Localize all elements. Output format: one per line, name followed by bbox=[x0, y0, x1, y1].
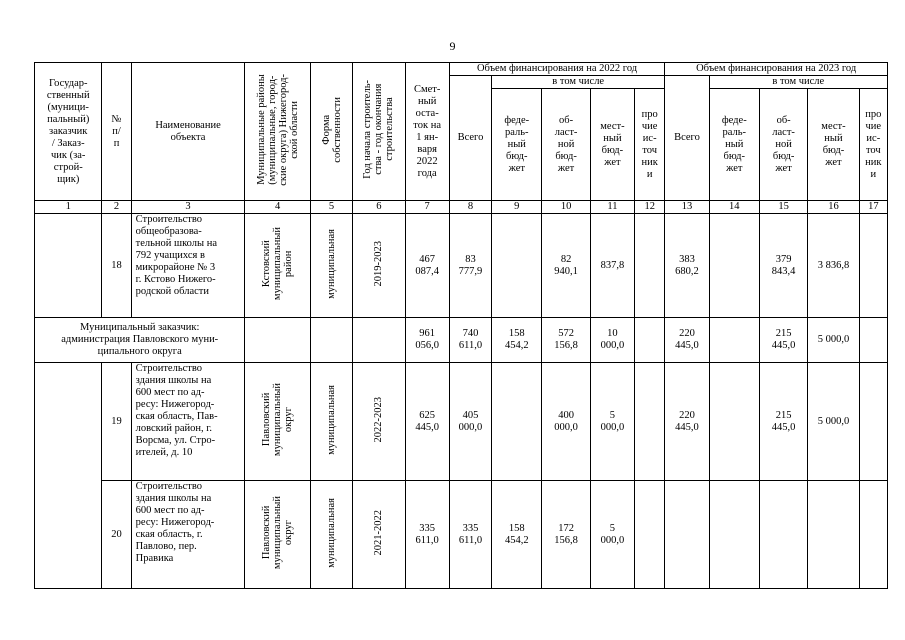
header-financing-2022: Объем финансирования на 2022 год bbox=[449, 63, 665, 76]
object-name: Строительство общеобразова- тельной школы на 792 учащихся в микрорайоне № 3 г. Кстово Нижего- родской области bbox=[131, 214, 245, 318]
column-number: 6 bbox=[353, 201, 405, 214]
page-number: 9 bbox=[449, 39, 456, 53]
district-cell bbox=[245, 363, 310, 481]
estimate-value: 467 087,4 bbox=[405, 214, 449, 318]
header-federal-2022: феде- раль- ный бюд- жет bbox=[492, 89, 542, 201]
regional-2023 bbox=[759, 481, 807, 589]
header-total-2023: Всего bbox=[665, 76, 709, 201]
column-number: 13 bbox=[665, 201, 709, 214]
ownership: муниципальная bbox=[326, 497, 338, 568]
estimate-value: 625 445,0 bbox=[405, 363, 449, 481]
regional-2023: 215 445,0 bbox=[759, 363, 807, 481]
column-number: 7 bbox=[405, 201, 449, 214]
regional-2022: 172 156,8 bbox=[542, 481, 590, 589]
header-including-2022: в том числе bbox=[492, 76, 665, 89]
table-row-pavlovo-summary bbox=[35, 318, 888, 363]
local-2022: 837,8 bbox=[590, 214, 634, 318]
header-other-2023: про чие ис- точ ник и bbox=[859, 89, 887, 201]
column-number: 8 bbox=[449, 201, 491, 214]
customer-cell bbox=[35, 363, 102, 481]
local-2023: 5 000,0 bbox=[808, 318, 859, 363]
years-cell bbox=[353, 214, 405, 318]
header-ownership-cell bbox=[310, 63, 352, 201]
header-years-cell bbox=[353, 63, 405, 201]
ownership-cell bbox=[310, 363, 352, 481]
total-2022: 83 777,9 bbox=[449, 214, 491, 318]
ownership-cell bbox=[310, 481, 352, 589]
district-cell bbox=[245, 214, 310, 318]
federal-2022: 158 454,2 bbox=[492, 481, 542, 589]
ownership: муниципальная bbox=[326, 228, 338, 299]
other-2023 bbox=[859, 318, 887, 363]
district: Павловский муниципальный округ bbox=[261, 382, 295, 457]
header-customer: Государ- ственный (муници- пальный) заказчик / Заказ- чик (за- строй- щик) bbox=[35, 63, 102, 201]
total-2023 bbox=[665, 481, 709, 589]
object-name: Строительство здания школы на 600 мест по ад- ресу: Нижегород- ская область, г. Павлово, пер. Правика bbox=[131, 481, 245, 589]
federal-2022: 158 454,2 bbox=[492, 318, 542, 363]
column-number: 4 bbox=[245, 201, 310, 214]
header-years: Год начала строитель- ства - год окончания строительства bbox=[362, 80, 396, 179]
header-financing-2023: Объем финансирования на 2023 год bbox=[665, 63, 888, 76]
object-name: Строительство здания школы на 600 мест по ад- ресу: Нижегород- ская область, Пав- ловский район, г. Ворсма, ул. Стро- ителей, д. 10 bbox=[131, 363, 245, 481]
financing-table bbox=[34, 62, 888, 589]
years-cell bbox=[353, 363, 405, 481]
federal-2023 bbox=[709, 363, 759, 481]
column-number: 3 bbox=[131, 201, 245, 214]
other-2022 bbox=[635, 363, 665, 481]
column-number: 5 bbox=[310, 201, 352, 214]
estimate-value: 961 056,0 bbox=[405, 318, 449, 363]
column-number: 10 bbox=[542, 201, 590, 214]
regional-2022: 82 940,1 bbox=[542, 214, 590, 318]
table-row-19 bbox=[35, 363, 888, 481]
column-number: 9 bbox=[492, 201, 542, 214]
other-2023 bbox=[859, 214, 887, 318]
column-number: 2 bbox=[102, 201, 131, 214]
construction-years: 2019-2023 bbox=[373, 240, 385, 287]
municipal-customer-label: Муниципальный заказчик: администрация Павловского муни- ципального округа bbox=[35, 318, 245, 363]
district: Павловский муниципальный округ bbox=[261, 495, 295, 570]
total-2023: 220 445,0 bbox=[665, 318, 709, 363]
header-federal-2023: феде- раль- ный бюд- жет bbox=[709, 89, 759, 201]
regional-2023: 379 843,4 bbox=[759, 214, 807, 318]
total-2022: 405 000,0 bbox=[449, 363, 491, 481]
header-estimate: Смет- ный оста- ток на 1 ян- варя 2022 года bbox=[405, 63, 449, 201]
column-number: 14 bbox=[709, 201, 759, 214]
row-number: 19 bbox=[102, 363, 131, 481]
ownership-cell bbox=[310, 318, 352, 363]
district-cell bbox=[245, 318, 310, 363]
other-2023 bbox=[859, 481, 887, 589]
header-districts: Муниципальные районы (муниципальные, город- ские округа) Нижегород- ской области bbox=[255, 73, 300, 186]
local-2022: 5 000,0 bbox=[590, 481, 634, 589]
header-districts-cell bbox=[245, 63, 310, 201]
column-number: 1 bbox=[35, 201, 102, 214]
local-2022: 5 000,0 bbox=[590, 363, 634, 481]
construction-years: 2022-2023 bbox=[373, 396, 385, 443]
ownership-cell bbox=[310, 214, 352, 318]
regional-2022: 400 000,0 bbox=[542, 363, 590, 481]
district: Кстовский муниципальный район bbox=[261, 226, 295, 301]
customer-cell bbox=[35, 481, 102, 589]
other-2023 bbox=[859, 363, 887, 481]
ownership: муниципальная bbox=[326, 384, 338, 455]
local-2023: 5 000,0 bbox=[808, 363, 859, 481]
federal-2023 bbox=[709, 214, 759, 318]
header-number: № п/ п bbox=[102, 63, 131, 201]
construction-years: 2021-2022 bbox=[373, 509, 385, 556]
local-2023: 3 836,8 bbox=[808, 214, 859, 318]
column-number: 17 bbox=[859, 201, 887, 214]
federal-2022 bbox=[492, 363, 542, 481]
column-number: 16 bbox=[808, 201, 859, 214]
table-row-20 bbox=[35, 481, 888, 589]
total-2023: 220 445,0 bbox=[665, 363, 709, 481]
header-total-2022: Всего bbox=[449, 76, 491, 201]
total-2022: 740 611,0 bbox=[449, 318, 491, 363]
federal-2023 bbox=[709, 481, 759, 589]
customer-cell bbox=[35, 214, 102, 318]
district-cell bbox=[245, 481, 310, 589]
column-number: 12 bbox=[635, 201, 665, 214]
header-other-2022: про чие ис- точ ник и bbox=[635, 89, 665, 201]
column-number: 11 bbox=[590, 201, 634, 214]
federal-2023 bbox=[709, 318, 759, 363]
regional-2023: 215 445,0 bbox=[759, 318, 807, 363]
header-including-2023: в том числе bbox=[709, 76, 887, 89]
header-ownership: Форма собственности bbox=[320, 96, 343, 163]
header-local-2022: мест- ный бюд- жет bbox=[590, 89, 634, 201]
header-object-name: Наименование объекта bbox=[131, 63, 245, 201]
other-2022 bbox=[635, 214, 665, 318]
column-numbers-row bbox=[35, 201, 888, 214]
header-regional-2023: об- ласт- ной бюд- жет bbox=[759, 89, 807, 201]
total-2022: 335 611,0 bbox=[449, 481, 491, 589]
years-cell bbox=[353, 318, 405, 363]
row-number: 20 bbox=[102, 481, 131, 589]
years-cell bbox=[353, 481, 405, 589]
header-local-2023: мест- ный бюд- жет bbox=[808, 89, 859, 201]
column-number: 15 bbox=[759, 201, 807, 214]
local-2023 bbox=[808, 481, 859, 589]
total-2023: 383 680,2 bbox=[665, 214, 709, 318]
estimate-value: 335 611,0 bbox=[405, 481, 449, 589]
row-number: 18 bbox=[102, 214, 131, 318]
federal-2022 bbox=[492, 214, 542, 318]
header-regional-2022: об- ласт- ной бюд- жет bbox=[542, 89, 590, 201]
other-2022 bbox=[635, 318, 665, 363]
regional-2022: 572 156,8 bbox=[542, 318, 590, 363]
other-2022 bbox=[635, 481, 665, 589]
table-row-18 bbox=[35, 214, 888, 318]
local-2022: 10 000,0 bbox=[590, 318, 634, 363]
